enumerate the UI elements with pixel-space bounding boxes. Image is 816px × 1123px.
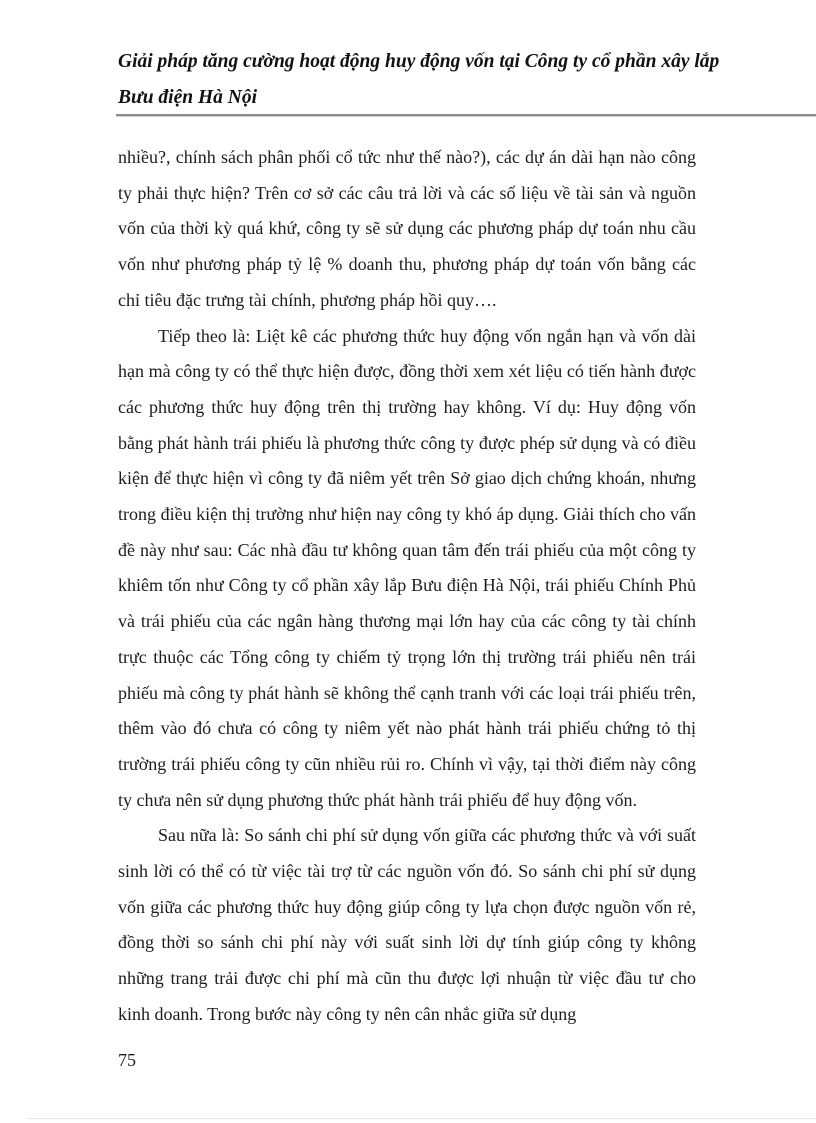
page-number: 75 — [118, 1050, 136, 1070]
paragraph-continuation: nhiều?, chính sách phân phối cổ tức như thế nào?), các dự án dài hạn nào công ty phải thực hiện? Trên cơ sở các câu trả lời và các số liệu về tài sản và nguồn vốn của thời kỳ quá khứ, công ty sẽ sử dụng các phương pháp dự toán nhu cầu vốn như phương pháp tỷ lệ % doanh thu, phương pháp dự toán vốn bằng các chỉ tiêu đặc trưng tài chính, phương pháp hồi quy…. — [118, 147, 696, 310]
header-title-line-1: Giải pháp tăng cường hoạt động huy động vốn tại Công ty cổ phần xây lắp — [118, 51, 720, 72]
page-header — [118, 44, 808, 116]
document-body — [118, 140, 696, 1033]
paragraph-tiep-theo: Tiếp theo là: Liệt kê các phương thức huy động vốn ngắn hạn và vốn dài hạn mà công ty có thể thực hiện được, đồng thời xem xét liệu có tiến hành được các phương thức huy động trên thị trường hay không. Ví dụ: Huy động vốn bằng phát hành trái phiếu là phương thức công ty được phép sử dụng và có điều kiện để thực hiện vì công ty đã niêm yết trên Sở giao dịch chứng khoán, nhưng trong điều kiện thị trường như hiện nay công ty khó áp dụng. Giải thích cho vấn đề này như sau: Các nhà đầu tư không quan tâm đến trái phiếu của một công ty khiêm tốn như Công ty cổ phần xây lắp Bưu điện Hà Nội, trái phiếu Chính Phủ và trái phiếu của các ngân hàng thương mại lớn hay của các công ty tài chính trực thuộc các Tổng công ty chiếm tỷ trọng lớn thị trường trái phiếu nên trái phiếu mà công ty phát hành sẽ không thể cạnh tranh với các loại trái phiếu trên, thêm vào đó chưa có công ty niêm yết nào phát hành trái phiếu chứng tỏ thị trường trái phiếu công ty cũn nhiều rủi ro. Chính vì vậy, tại thời điểm này công ty chưa nên sử dụng phương thức phát hành trái phiếu để huy động vốn. — [118, 325, 696, 810]
footer-divider — [28, 1118, 816, 1119]
paragraph-sau-nua: Sau nữa là: So sánh chi phí sử dụng vốn giữa các phương thức và với suất sinh lời có thể có từ việc tài trợ từ các nguồn vốn đó. So sánh chi phí sử dụng vốn giữa các phương thức huy động giúp công ty lựa chọn được nguồn vốn rẻ, đồng thời so sánh chi phí này với suất sinh lời dự tính giúp công ty không những trang trải được chi phí mà cũn thu được lợi nhuận từ việc đầu tư cho kinh doanh. Trong bước này công ty nên cân nhắc giữa sử dụng — [118, 825, 696, 1024]
header-divider — [116, 114, 816, 117]
header-title-line-2: Bưu điện Hà Nội — [118, 87, 257, 108]
